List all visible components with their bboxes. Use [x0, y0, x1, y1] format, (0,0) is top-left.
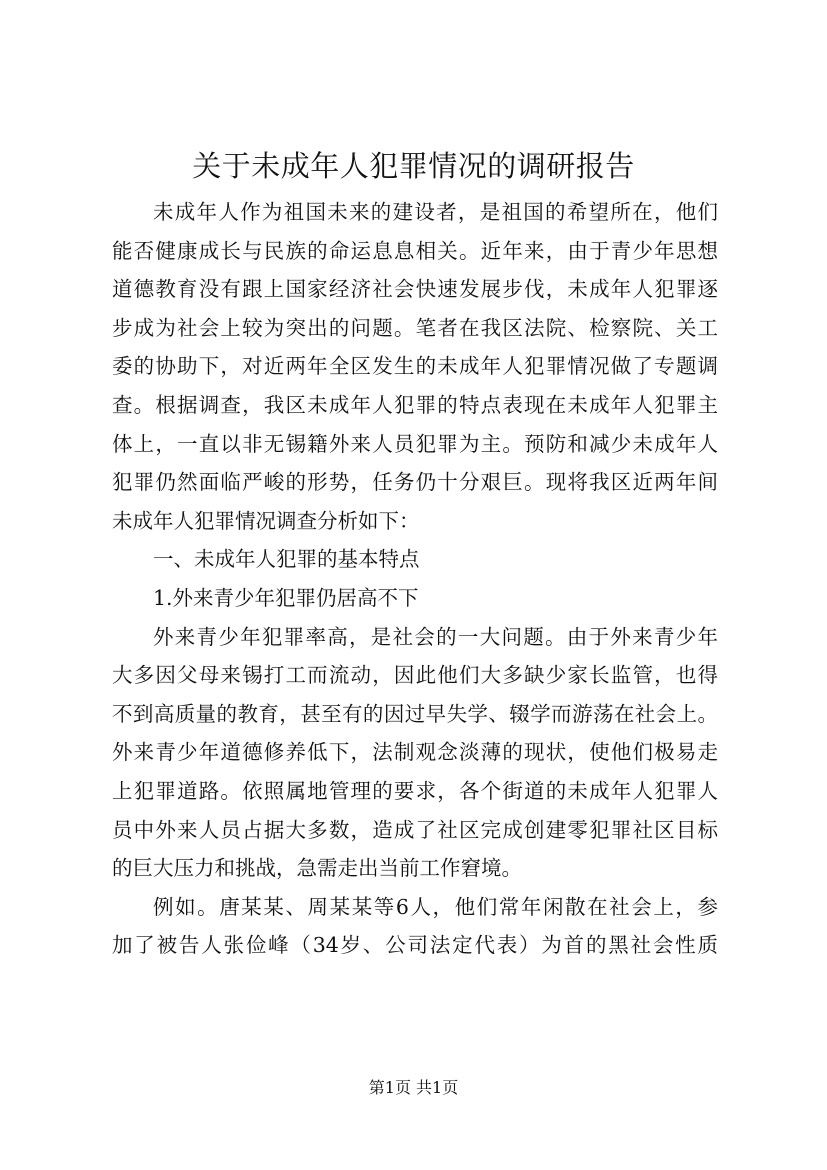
- page-footer: 第1页 共1页: [368, 1078, 459, 1097]
- paragraph-line: 的巨大压力和挑战，急需走出当前工作窘境。: [112, 856, 522, 881]
- paragraph-line: 例如。唐某某、周某某等6人，他们常年闲散在社会上，参: [153, 894, 718, 919]
- paragraph-line: 加了被告人张俭峰（34岁、公司法定代表）为首的黑社会性质: [112, 933, 718, 958]
- paragraph-line: 未成年人犯罪情况调查分析如下：: [112, 508, 420, 533]
- document-title: 关于未成年人犯罪情况的调研报告: [192, 149, 635, 183]
- paragraph-line: 能否健康成长与民族的命运息息相关。近年来，由于青少年思想: [112, 238, 718, 263]
- paragraph-line: 外来青少年犯罪率高，是社会的一大问题。由于外来青少年: [153, 624, 718, 649]
- paragraph-line: 道德教育没有跟上国家经济社会快速发展步伐，未成年人犯罪逐: [112, 277, 718, 302]
- paragraph-line: 员中外来人员占据大多数，造成了社区完成创建零犯罪社区目标: [112, 817, 718, 842]
- paragraph-line: 未成年人作为祖国未来的建设者，是祖国的希望所在，他们: [153, 200, 718, 224]
- paragraph-line: 委的协助下，对近两年全区发生的未成年人犯罪情况做了专题调: [112, 354, 718, 379]
- paragraph-line: 大多因父母来锡打工而流动，因此他们大多缺少家长监管，也得: [112, 663, 718, 688]
- document-body: [112, 193, 718, 965]
- paragraph-line: 体上，一直以非无锡籍外来人员犯罪为主。预防和减少未成年人: [112, 431, 718, 456]
- paragraph-line: 查。根据调查，我区未成年人犯罪的特点表现在未成年人犯罪主: [112, 392, 718, 417]
- section-heading: 一、未成年人犯罪的基本特点: [153, 547, 420, 572]
- paragraph-line: 犯罪仍然面临严峻的形势，任务仍十分艰巨。现将我区近两年间: [112, 470, 718, 495]
- paragraph-line: 上犯罪道路。依照属地管理的要求，各个街道的未成年人犯罪人: [112, 778, 718, 803]
- subsection-heading: 1.外来青少年犯罪仍居高不下: [153, 585, 419, 610]
- paragraph-line: 步成为社会上较为突出的问题。笔者在我区法院、检察院、关工: [112, 315, 718, 340]
- paragraph-line: 不到高质量的教育，甚至有的因过早失学、辍学而游荡在社会上。: [112, 701, 718, 726]
- paragraph-line: 外来青少年道德修养低下，法制观念淡薄的现状，使他们极易走: [112, 740, 718, 765]
